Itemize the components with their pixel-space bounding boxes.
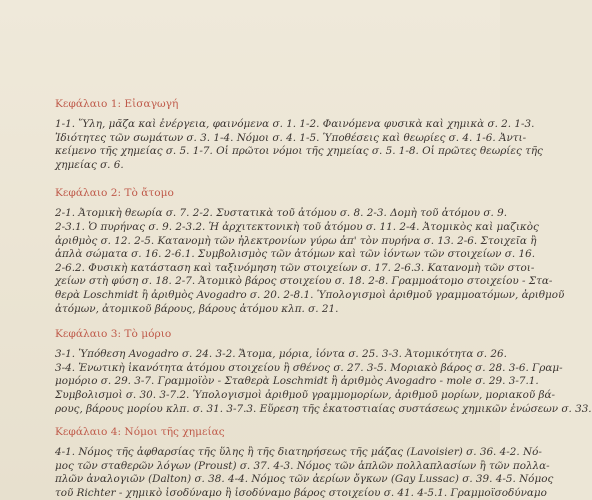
entry-line: 2-3.1. Ὁ πυρήνας σ. 9. 2-3.2. Ἡ ἀρχιτεκτονικὴ τοῦ ἀτόμου σ. 11. 2-4. Ἀτομικὸς καὶ μαζικὸς [55, 220, 539, 233]
entry-line: Συμβολισμοὶ σ. 30. 3-7.2. Ὑπολογισμοὶ ἀριθμοῦ γραμμομορίων, ἀριθμοῦ μορίων, μοριακοῦ βά- [55, 388, 555, 401]
entry-line: 3-4. Ἑνωτικὴ ἱκανότητα ἀτόμου στοιχείου ἢ σθένος σ. 27. 3-5. Μοριακὸ βάρος σ. 28. 3-6. Γραμ- [55, 361, 563, 374]
entry-line: κείμενο τῆς χημείας σ. 5. 1-7. Οἱ πρῶτοι νόμοι τῆς χημείας σ. 5. 1-8. Οἱ πρῶτες θεωρίες τῆς [55, 145, 543, 158]
entry-line: μομόριο σ. 29. 3-7. Γραμμοϊὸν - Σταθερὰ Loschmidt ἢ ἀριθμὸς Avogadro - mole σ. 29. 3-7.1. [55, 375, 539, 388]
chapter-entries [55, 348, 592, 416]
entry-line: 4-1. Νόμος τῆς ἀφθαρσίας τῆς ὕλης ἢ τῆς διατηρήσεως τῆς μάζας (Lavoisier) σ. 36. 4-2. Νό- [55, 446, 542, 459]
entry-line: πλῶν ἀναλογιῶν (Dalton) σ. 38. 4-4. Νόμος τῶν ἀερίων ὄγκων (Gay Lussac) σ. 39. 4-5. Νόμος [55, 473, 554, 486]
entry-line: 2-1. Ἀτομικὴ θεωρία σ. 7. 2-2. Συστατικὰ τοῦ ἀτόμου σ. 8. 2-3. Δομὴ τοῦ ἀτόμου σ. 9. [55, 207, 508, 220]
chapter-heading: Κεφάλαιο 1: Εἰσαγωγή [55, 98, 179, 110]
entry-line: ἁπλὰ σώματα σ. 16. 2-6.1. Συμβολισμὸς τῶν ἀτόμων καὶ τῶν ἰόντων τῶν στοιχείων σ. 16. [55, 248, 536, 261]
entry-line: τοῦ Richter - χημικὸ ἰσοδύναμο ἢ ἰσοδύναμο βάρος στοιχείου σ. 41. 4-5.1. Γραμμοϊσοδύναμο [55, 486, 547, 499]
entry-line: 3-1. Ὑπόθεση Avogadro σ. 24. 3-2. Ἄτομα, μόρια, ἰόντα σ. 25. 3-3. Ἀτομικότητα σ. 26. [55, 348, 507, 361]
entry-line: χημείας σ. 6. [55, 158, 124, 171]
chapter-4 [55, 426, 554, 500]
chapter-entries [55, 118, 543, 172]
entry-line: Ἰδιότητες τῶν σωμάτων σ. 3. 1-4. Νόμοι σ. 4. 1-5. Ὑποθέσεις καὶ θεωρίες σ. 4. 1-6. Ἀντι- [55, 131, 527, 144]
chapter-entries [55, 207, 565, 316]
table-of-contents [55, 98, 592, 500]
entry-line: μος τῶν σταθερῶν λόγων (Proust) σ. 37. 4-3. Νόμος τῶν ἁπλῶν πολλαπλασίων ἢ τῶν πολλα- [55, 459, 550, 472]
entry-line: ἀριθμὸς σ. 12. 2-5. Κατανομὴ τῶν ἠλεκτρονίων γύρω ἀπ' τὸν πυρήνα σ. 13. 2-6. Στοιχεῖα ἢ [55, 234, 537, 247]
chapter-heading: Κεφάλαιο 2: Τὸ ἄτομο [55, 187, 174, 200]
chapter-heading: Κεφάλαιο 3: Τὸ μόριο [55, 328, 172, 341]
entry-line: 2-6.2. Φυσικὴ κατάσταση καὶ ταξινόμηση τῶν στοιχείων σ. 17. 2-6.3. Κατανομὴ τῶν στοι- [55, 261, 535, 274]
entry-line: χείων στὴ φύση σ. 18. 2-7. Ἀτομικὸ βάρος στοιχείου σ. 18. 2-8. Γραμμοάτομο στοιχείου - Στα- [55, 275, 553, 288]
entry-line: 1-1. Ὕλη, μᾶζα καὶ ἐνέργεια, φαινόμενα σ. 1. 1-2. Φαινόμενα φυσικὰ καὶ χημικὰ σ. 2. 1-3. [55, 118, 535, 130]
chapter-3 [55, 328, 592, 416]
chapter-2 [55, 187, 565, 316]
entry-line: θερὰ Loschmidt ἢ ἀριθμὸς Avogadro σ. 20. 2-8.1. Ὑπολογισμοὶ ἀριθμοῦ γραμμοατόμων, ἀριθμοῦ [55, 288, 565, 301]
chapter-heading: Κεφάλαιο 4: Νόμοι τῆς χημείας [55, 426, 225, 439]
chapter-entries [55, 446, 554, 500]
entry-line: ρους, βάρους μορίου κλπ. σ. 31. 3-7.3. Εὕρεση τῆς ἑκατοστιαίας συστάσεως χημικῶν ἑνώσεων σ. 33. [55, 402, 592, 415]
chapter-1 [55, 98, 543, 172]
entry-line: ἀτόμων, ἀτομικοῦ βάρους, βάρους ἀτόμου κλπ. σ. 21. [55, 302, 339, 315]
